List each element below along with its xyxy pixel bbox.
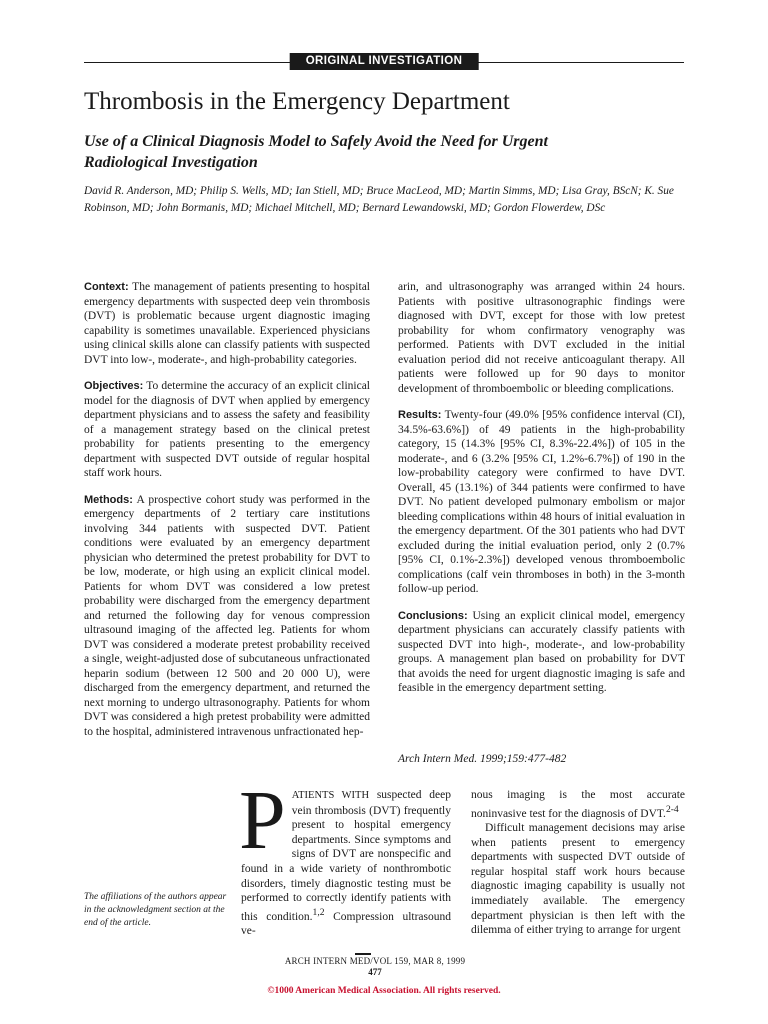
conclusions-text: Using an explicit clinical model, emergency department physicians can accurately classify patients with suspected DVT into high-, moderate-, and low-probability groups. A management plan based on probability for DVT that avoids the need for urgent diagnostic imaging is safe and feasible in the emergency department setting. [398, 609, 686, 694]
context-text: The management of patients presenting to hospital emergency departments with suspected deep vein thrombosis (DVT) is problematic because urgent diagnostic imaging capability is sometimes unavailable. Experienced physicians using clinical skills alone can classify patients with suspected DVT into low-, moderate-, and high-probability categories. [84, 281, 370, 366]
abstract-column-left [84, 280, 370, 751]
abstract-column-right [398, 280, 685, 708]
objectives-text: To determine the accuracy of an explicit clinical model for the diagnosis of DVT when applied by emergency department physicians and to assess the safety and feasibility of a management strategy based on the clinical pretest probability for patients presenting to the emergency department with suspected DVT outside of regular hospital staff work hours. [84, 380, 370, 479]
abstract-objectives [84, 379, 370, 481]
reference-1: 1,2 [312, 906, 325, 918]
page-number: 477 [368, 967, 382, 977]
results-text: Twenty-four (49.0% [95% confidence interval (CI), 34.5%-63.6%]) of 49 patients in the high-probability category, 15 (14.3% [95% CI, 8.3%-22.4%]) of 105 in the moderate-, and 6 (3.2% [95% CI, 1.2%-6.7%]) of 190 in the low-probability category were confirmed to have DVT. Overall, 45 (13.1%) of 344 patients were confirmed to have DVT. No patient developed pulmonary embolism or major bleeding complications within 48 hours of initial evaluation in the emergency department. Of the 301 patients who had DVT excluded during the initial evaluation period, only 2 (0.7% [95% CI, 0.1%-2.3%]) developed venous thromboembolic complications (calf vein thromboses in both) in the 3-month follow-up period. [398, 409, 685, 595]
section-banner [84, 53, 684, 73]
body-paragraph-1 [239, 774, 452, 939]
author-list: David R. Anderson, MD; Philip S. Wells, MD; Ian Stiell, MD; Bruce MacLeod, MD; Martin Simms, MD; Lisa Gray, BScN; K. Sue Robinson, MD; John Bormanis, MD; Michael Mitchell, MD; Bernard Lewandowski, MD; Gordon Flowerdew, DSc [84, 185, 674, 214]
lead-smallcaps: ATIENTS WITH [291, 790, 370, 801]
methods-heading: Methods: [84, 493, 133, 506]
objectives-heading: Objectives: [84, 380, 144, 392]
abstract-results [398, 408, 685, 597]
drop-cap: P [239, 774, 286, 867]
abstract-methods [84, 493, 370, 740]
body-text-1: suspected deep vein thrombosis (DVT) frequently present to hospital emergency departments. Since symptoms and signs of DVT are nonspecific and found in a wide variety of nonthrombotic disorders, timely diagnostic testing must be performed to correctly identify patients with this condition. [241, 789, 452, 923]
body-column-left [239, 774, 452, 939]
body-paragraph-2: Difficult management decisions may arise when patients present to emergency departments with suspected DVT outside of regular hospital staff work hours because diagnostic imaging capability is usually not immediately available. The emergency department physician is then left with the dilemma of either trying to arrange for urgent [471, 822, 685, 937]
footer-journal-info: ARCH INTERN MED/VOL 159, MAR 8, 1999 [284, 956, 466, 966]
abstract-methods-continued: arin, and ultrasonography was arranged within 24 hours. Patients with positive ultrasonographic findings were diagnosed with DVT, except for those with low pretest probability for whom confirmatory venography was performed. Patients with DVT excluded in the initial evaluation period did not receive anticoagulant therapy. All patients were followed up for 90 days to monitor development of thromboembolic or bleeding complications. [398, 281, 685, 395]
copyright-notice: ©1000 American Medical Association. All rights reserved. [267, 986, 501, 996]
affiliation-note: The affiliations of the authors appear in the acknowledgment section at the end of the article. [84, 892, 227, 928]
body-column-right [471, 788, 685, 938]
methods-text: A prospective cohort study was performed in the emergency departments of 2 tertiary care institutions involving 344 patients with suspected DVT. Patient conditions were evaluated by an emergency department physician who determined the pretest probability for DVT to be low, moderate, or high using an explicit clinical model. Patients for whom DVT was considered a low pretest probability were discharged from the emergency department and returned the following day for venous compression ultrasound imaging of the affected leg. Patients for whom DVT was considered a moderate pretest probability received a single, weight-adjusted dose of subcutaneous unfractionated heparin sodium (between 12 500 and 20 000 U), were discharged from the emergency department, and returned the next morning to undergo ultrasonography. Patients for whom DVT was considered a high pretest probability were admitted to the hospital, administered intravenous unfractionated hep- [84, 493, 371, 738]
body-text-1-tail: Compression ultrasound ve- [241, 910, 451, 938]
reference-2: 2-4 [665, 803, 679, 815]
article-title: Thrombosis in the Emergency Department [84, 88, 510, 115]
article-subtitle: Use of a Clinical Diagnosis Model to Safely Avoid the Need for Urgent Radiological Investigation [84, 133, 548, 171]
footer-rule [355, 953, 371, 955]
conclusions-heading: Conclusions: [398, 609, 468, 622]
body-text-1-cont: nous imaging is the most accurate noninvasive test for the diagnosis of DVT. [471, 789, 685, 820]
results-heading: Results: [398, 409, 442, 421]
body-paragraph-1-continued [471, 788, 685, 821]
abstract-context [84, 280, 370, 367]
context-heading: Context: [84, 281, 129, 293]
section-label: ORIGINAL INVESTIGATION [290, 53, 479, 70]
abstract-conclusions [398, 609, 685, 696]
journal-citation: Arch Intern Med. 1999;159:477-482 [398, 753, 567, 765]
